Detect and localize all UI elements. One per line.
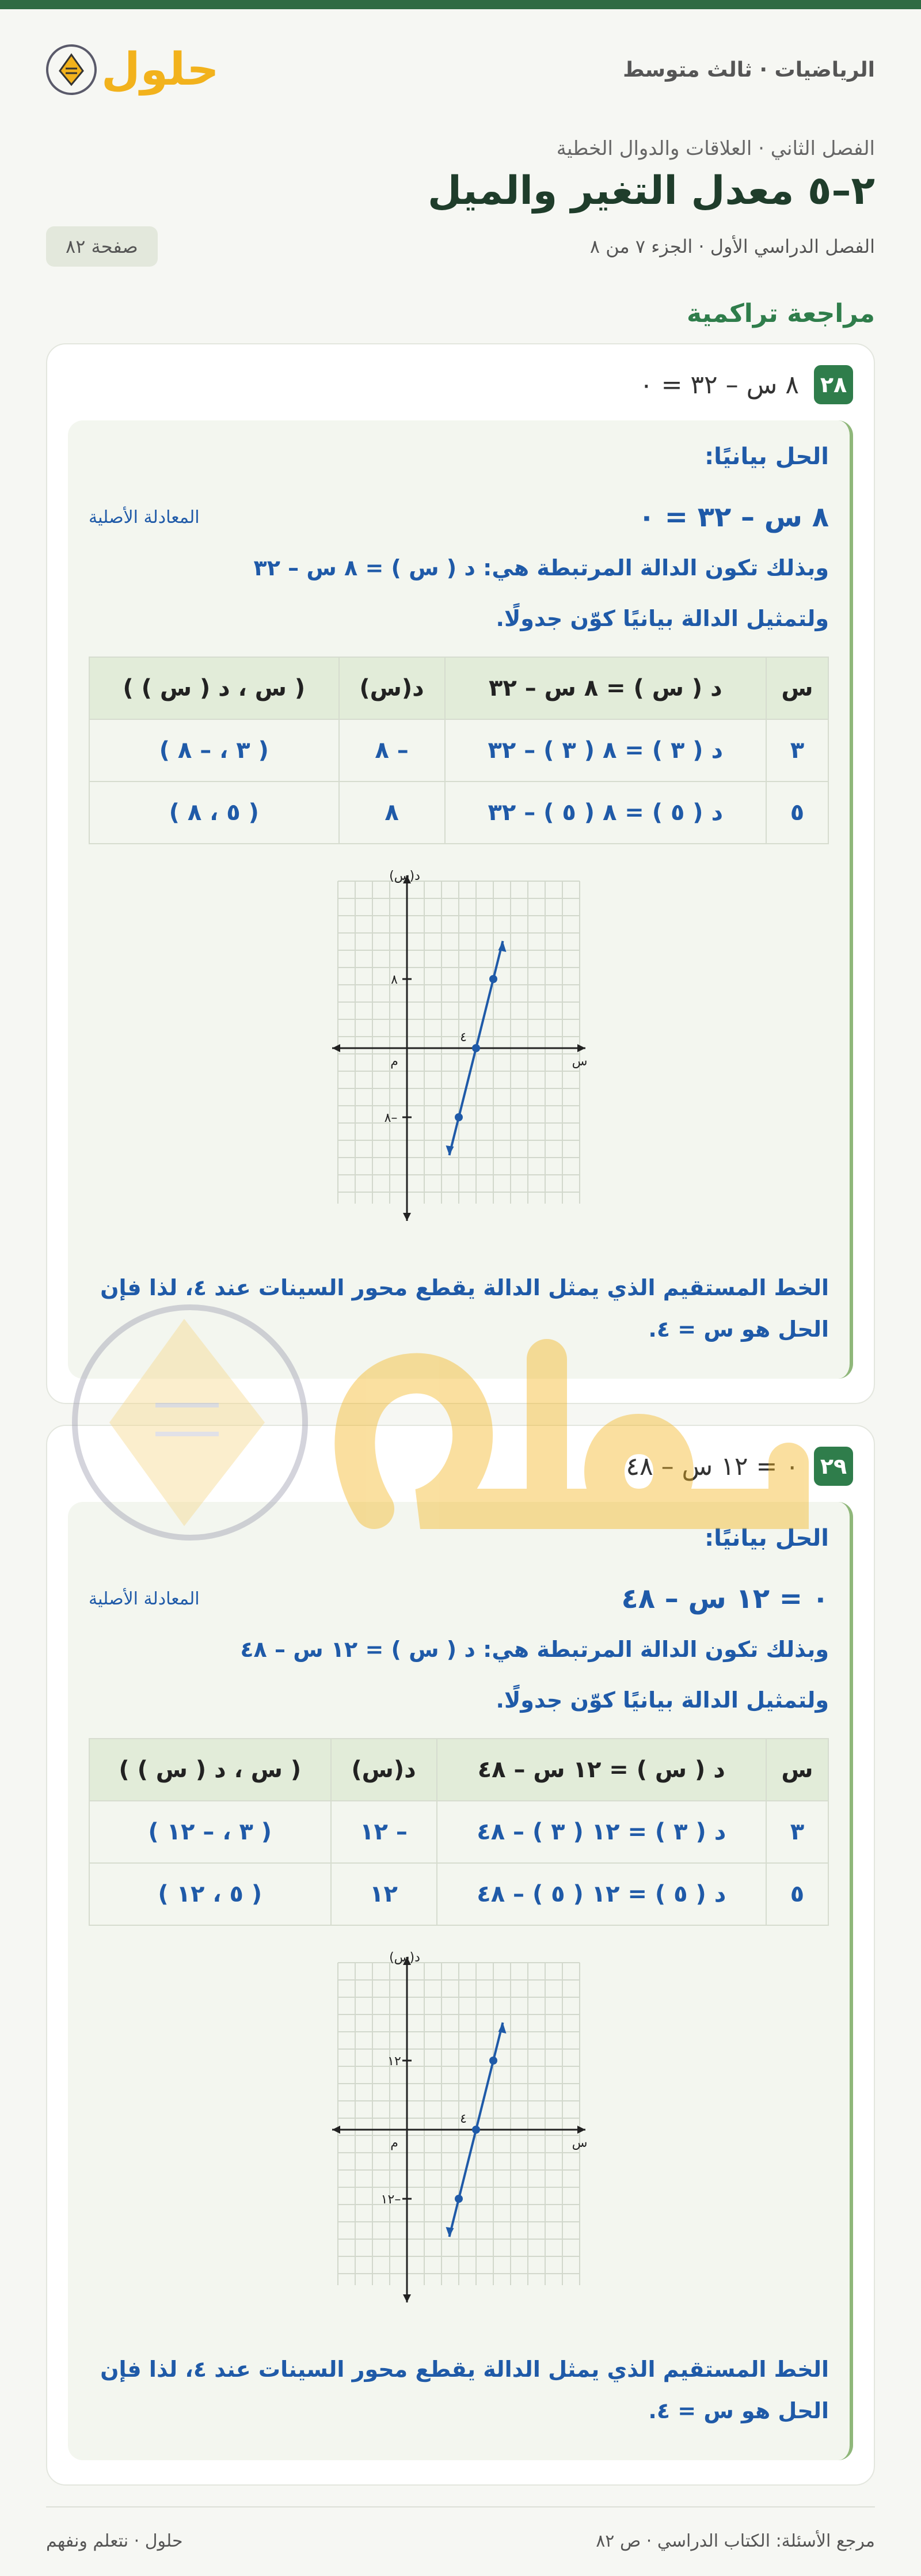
main-equation: ٨ س – ٣٢ = ٠	[638, 501, 829, 533]
x-axis-label: س	[572, 1054, 588, 1069]
table-body	[89, 719, 828, 844]
equation-note: المعادلة الأصلية	[89, 507, 200, 528]
table-cell: ٥	[766, 1863, 828, 1925]
table-row	[89, 781, 828, 844]
question-number-badge: ٢٩	[814, 1447, 853, 1486]
table-header-cell: س	[766, 657, 828, 719]
table-cell: – ٨	[339, 719, 445, 781]
question-card	[46, 343, 875, 1404]
table-cell: ٥	[766, 781, 828, 844]
table-intro: ولتمثيل الدالة بيانيًا كوّن جدولًا.	[496, 606, 829, 631]
x-tick-label: ٤	[460, 2112, 467, 2126]
table-cell: ٨	[339, 781, 445, 844]
data-point	[489, 975, 497, 983]
meta-row	[46, 226, 875, 267]
question-number-badge: ٢٨	[814, 365, 853, 404]
solution-heading: الحل بيانيًا:	[705, 1525, 829, 1551]
x-axis-arrow	[332, 1044, 340, 1052]
table-cell: ٣	[766, 719, 828, 781]
data-point	[455, 2195, 463, 2203]
table-cell: ( ٥ ، ١٢ )	[89, 1863, 331, 1925]
footer-brand: حلول · نتعلم ونفهم	[46, 2531, 183, 2551]
section-title: مراجعة تراكمية	[687, 299, 875, 328]
x-axis-arrow	[577, 1044, 585, 1052]
y-axis-arrow	[403, 1213, 411, 1221]
page	[0, 9, 921, 2574]
x-axis-arrow	[577, 2126, 585, 2134]
table-cell: د ( ٣ ) = ٨ ( ٣ ) – ٣٢	[445, 719, 766, 781]
solution-box	[68, 420, 853, 1379]
table-header-cell: د(س)	[331, 1739, 437, 1801]
y-tick-label: –١٢	[380, 2192, 401, 2207]
logo[interactable]	[46, 44, 219, 95]
y-axis-label: د(س)	[389, 869, 420, 883]
x-axis-arrow	[332, 2126, 340, 2134]
question-header	[68, 365, 853, 404]
chapter-label: الفصل الثاني · العلاقات والدوال الخطية	[556, 137, 875, 160]
x-tick-label: ٤	[460, 1030, 467, 1045]
conclusion-text: الخط المستقيم الذي يمثل الدالة يقطع محور السينات عند ٤، لذا فإن الحل هو س = ٤.	[100, 1275, 829, 1342]
table-header-cell: د(س)	[339, 657, 445, 719]
table-cell: د ( ٥ ) = ٨ ( ٥ ) – ٣٢	[445, 781, 766, 844]
graph-container	[89, 1951, 829, 2314]
solution-heading: الحل بيانيًا:	[705, 443, 829, 470]
table-header-row	[89, 657, 828, 719]
y-axis-arrow	[403, 2294, 411, 2302]
subject-label: الرياضيات · ثالث متوسط	[623, 58, 875, 82]
data-point	[455, 1113, 463, 1121]
question-card	[46, 1425, 875, 2486]
question-header	[68, 1447, 853, 1486]
function-line: وبذلك تكون الدالة المرتبطة هي: د ( س ) = ١٢ س – ٤٨	[240, 1637, 829, 1662]
origin-label: م	[390, 2136, 398, 2150]
logo-wordmark: حلول	[101, 44, 219, 96]
table-header-cell: د ( س ) = ١٢ س – ٤٨	[437, 1739, 766, 1801]
graph-container	[89, 869, 829, 1232]
origin-label: م	[390, 1054, 398, 1069]
table-body	[89, 1801, 828, 1925]
y-tick-label: ١٢	[387, 2054, 401, 2069]
table-row	[89, 1801, 828, 1863]
values-table	[89, 657, 829, 844]
y-tick-label: –٨	[384, 1111, 398, 1125]
table-header-cell: د ( س ) = ٨ س – ٣٢	[445, 657, 766, 719]
logo-emblem-icon	[46, 44, 97, 95]
x-intercept-point	[472, 2126, 480, 2134]
table-intro: ولتمثيل الدالة بيانيًا كوّن جدولًا.	[496, 1687, 829, 1713]
question-equation: ٨ س – ٣٢ = ٠	[639, 370, 799, 400]
table-header-row	[89, 1739, 828, 1801]
x-axis-label: س	[572, 2136, 588, 2150]
table-cell: ( ٣ ، – ١٢ )	[89, 1801, 331, 1863]
main-equation: ٠ = ١٢ س – ٤٨	[621, 1583, 829, 1615]
table-cell: ١٢	[331, 1863, 437, 1925]
data-point	[489, 2057, 497, 2065]
equation-row	[89, 501, 829, 533]
question-equation: ٠ = ١٢ س – ٤٨	[626, 1451, 799, 1481]
page-title: ٢–٥ معدل التغير والميل	[427, 168, 875, 214]
function-line: وبذلك تكون الدالة المرتبطة هي: د ( س ) = ٨ س – ٣٢	[253, 555, 829, 581]
x-intercept-point	[472, 1044, 480, 1052]
line-graph	[332, 869, 588, 1232]
line-arrow-top	[498, 2023, 507, 2034]
questions-list	[46, 343, 875, 2486]
table-cell: د ( ٥ ) = ١٢ ( ٥ ) – ٤٨	[437, 1863, 766, 1925]
table-header-cell: ( س ، د ( س ) )	[89, 657, 339, 719]
term-label: الفصل الدراسي الأول · الجزء ٧ من ٨	[589, 236, 875, 257]
line-arrow-bottom	[446, 2227, 454, 2237]
y-axis-label: د(س)	[389, 1951, 420, 1965]
values-table	[89, 1738, 829, 1926]
table-row	[89, 719, 828, 781]
line-arrow-top	[498, 941, 507, 952]
table-cell: ( ٣ ، – ٨ )	[89, 719, 339, 781]
equation-row	[89, 1583, 829, 1615]
solution-box	[68, 1502, 853, 2460]
line-arrow-bottom	[446, 1145, 454, 1155]
page-number-badge: صفحة ٨٢	[46, 226, 158, 267]
top-accent-bar	[0, 0, 921, 9]
table-header-cell: س	[766, 1739, 828, 1801]
table-cell: ( ٥ ، ٨ )	[89, 781, 339, 844]
equation-note: المعادلة الأصلية	[89, 1588, 200, 1609]
table-cell: – ١٢	[331, 1801, 437, 1863]
table-cell: د ( ٣ ) = ١٢ ( ٣ ) – ٤٨	[437, 1801, 766, 1863]
footer	[46, 2506, 875, 2574]
line-graph	[332, 1951, 588, 2314]
footer-reference: مرجع الأسئلة: الكتاب الدراسي · ص ٨٢	[596, 2531, 875, 2551]
table-cell: ٣	[766, 1801, 828, 1863]
table-row	[89, 1863, 828, 1925]
table-header-cell: ( س ، د ( س ) )	[89, 1739, 331, 1801]
conclusion-text: الخط المستقيم الذي يمثل الدالة يقطع محور السينات عند ٤، لذا فإن الحل هو س = ٤.	[100, 2357, 829, 2423]
header	[46, 9, 875, 130]
y-tick-label: ٨	[391, 973, 398, 987]
